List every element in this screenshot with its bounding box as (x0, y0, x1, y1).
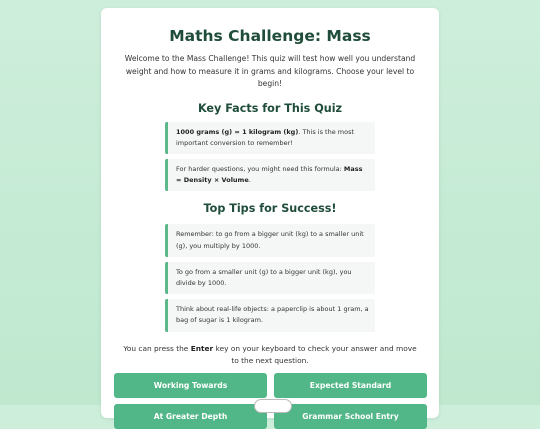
key-fact-item (165, 159, 375, 191)
key-facts-heading: Key Facts for This Quiz (197, 101, 343, 115)
page-title: Maths Challenge: Mass (169, 27, 371, 45)
level-button-expected-standard[interactable]: Expected Standard (274, 373, 427, 398)
enter-key-note (114, 343, 426, 367)
enter-key-label: Enter (190, 343, 214, 353)
key-fact-text: For harder questions, you might need this formula: (176, 164, 344, 173)
level-button-working-towards[interactable]: Working Towards (114, 373, 267, 398)
level-button-grammar-school[interactable]: Grammar School Entry (274, 404, 427, 429)
key-fact-text: . This is the most important conversion to remember! (176, 127, 355, 147)
quiz-card (101, 8, 439, 421)
partially-visible-button[interactable] (254, 399, 292, 413)
key-fact-bold: Mass = Density × Volume (176, 164, 363, 185)
key-facts-list (114, 122, 426, 192)
key-fact-item (165, 122, 375, 154)
enter-note-after: key on your keyboard to check your answer and move to the next question. (213, 343, 417, 365)
level-button-greater-depth[interactable]: At Greater Depth (114, 404, 267, 429)
enter-note-before: You can press the (123, 343, 191, 353)
tip-item: To go from a smaller unit (g) to a bigger unit (kg), you divide by 1000. (165, 262, 375, 294)
intro-text: Welcome to the Mass Challenge! This quiz will test how well you understand weight and how to measure it in grams and kilograms. Choose your level to begin! (124, 54, 416, 88)
key-fact-end: . (248, 176, 251, 185)
tips-list (114, 224, 426, 331)
tip-item: Think about real-life objects: a paperclip is about 1 gram, a bag of sugar is 1 kilogram. (165, 299, 375, 331)
tips-heading: Top Tips for Success! (203, 202, 337, 216)
key-fact-bold: 1000 grams (g) = 1 kilogram (kg) (176, 127, 299, 136)
tip-item: Remember: to go from a bigger unit (kg) to a smaller unit (g), you multiply by 1000. (165, 224, 375, 256)
